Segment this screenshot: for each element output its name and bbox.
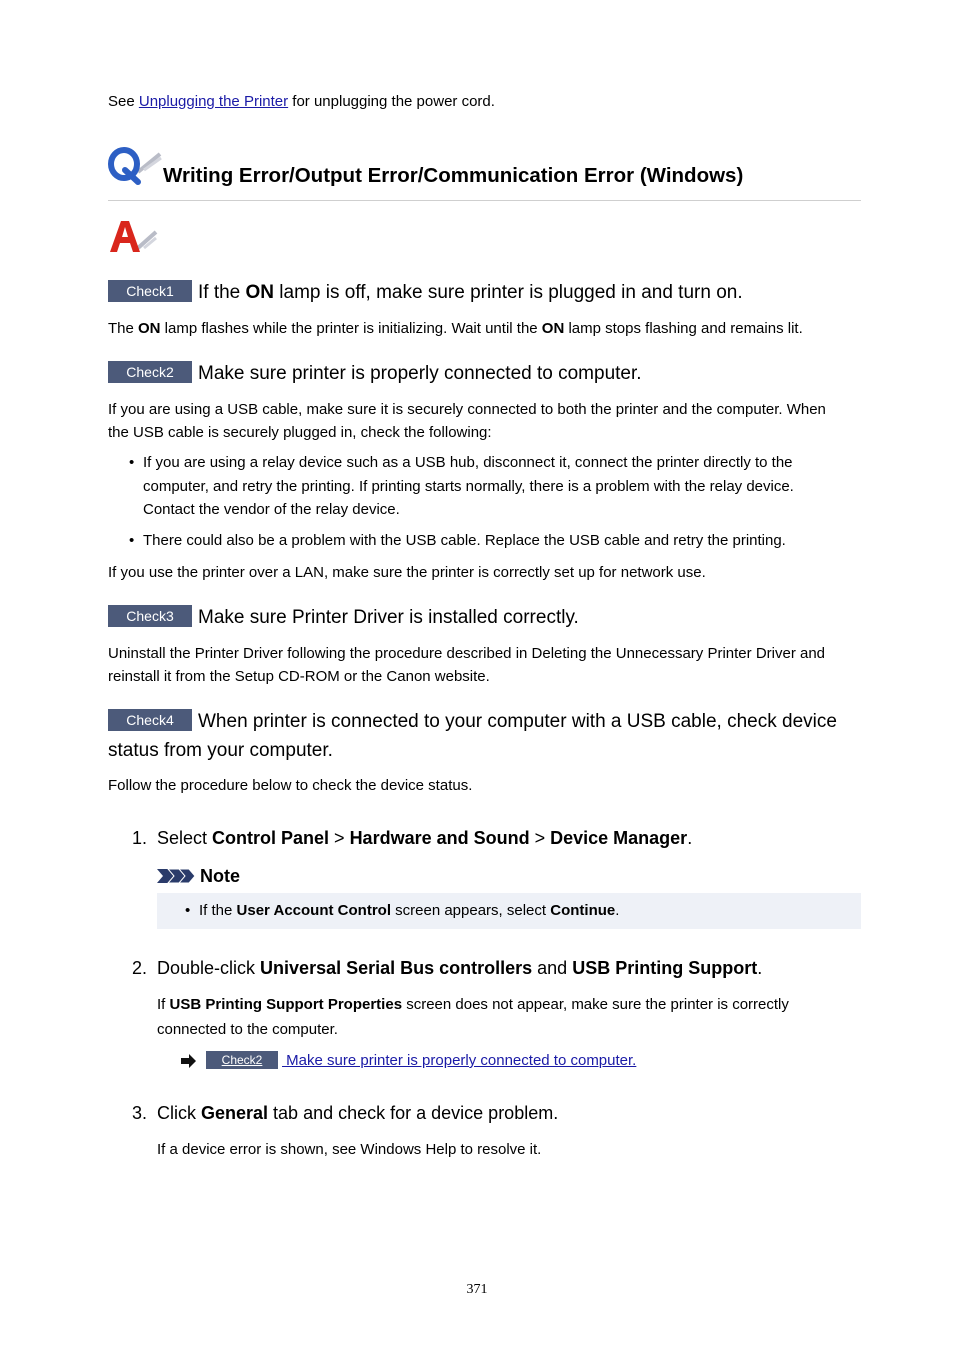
question-title: Writing Error/Output Error/Communication Error (Windows)	[163, 164, 744, 187]
check1-body: The ON lamp flashes while the printer is initializing. Wait until the ON lamp stops flashing and remains lit.	[108, 320, 803, 337]
list-item: • If you are using a relay device such as a USB hub, disconnect it, connect the printer directly to the computer, and retry the printing. If printing starts normally, there is a problem with the relay device. Contact the vendor of the relay device.	[109, 451, 849, 522]
check1-badge: Check1	[108, 280, 192, 302]
check3-heading: Check3 Make sure Printer Driver is installed correctly.	[108, 603, 579, 632]
a-icon	[108, 218, 158, 256]
check4-badge: Check4	[108, 709, 192, 731]
section-divider	[108, 200, 861, 201]
step2-number: 2.	[132, 958, 148, 978]
check2-bullet-list	[109, 451, 849, 552]
check4-body: Follow the procedure below to check the device status.	[108, 777, 473, 794]
check3-body: Uninstall the Printer Driver following the procedure described in Deleting the Unnecessary Printer Driver and reinstall it from the Setup CD-ROM or the Canon website.	[108, 645, 826, 685]
step2-body: If USB Printing Support Properties screen does not appear, make sure the printer is correctly connected to the computer.	[157, 996, 789, 1038]
check2-para1: If you are using a USB cable, make sure it is securely connected to both the printer and the computer. When the USB cable is securely plugged in, check the following:	[108, 401, 826, 441]
step3-text: Click General tab and check for a device problem.	[157, 1103, 559, 1123]
note-item: • If the User Account Control screen appears, select Continue.	[157, 893, 861, 928]
step2-text: Double-click Universal Serial Bus controllers and USB Printing Support.	[157, 958, 763, 978]
step3-number: 3.	[132, 1103, 148, 1123]
note-box	[157, 893, 861, 929]
check2-para2: If you use the printer over a LAN, make sure the printer is correctly set up for network use.	[108, 564, 706, 581]
list-item: • There could also be a problem with the USB cable. Replace the USB cable and retry the printing.	[109, 529, 849, 553]
step1-number: 1.	[132, 828, 148, 848]
note-title: Note	[200, 866, 240, 886]
check2-badge: Check2	[108, 361, 192, 383]
step1-text: Select Control Panel > Hardware and Sound > Device Manager.	[157, 828, 693, 848]
step3-body: If a device error is shown, see Windows Help to resolve it.	[157, 1141, 542, 1158]
q-icon	[108, 146, 162, 186]
unplugging-printer-link[interactable]: Unplugging the Printer	[138, 93, 289, 110]
check2-reference-link-text[interactable]: Make sure printer is properly connected to computer.	[282, 1052, 637, 1069]
check2-mini-badge[interactable]: Check2	[206, 1051, 278, 1069]
check1-heading: Check1 If the ON lamp is off, make sure printer is plugged in and turn on.	[108, 278, 743, 307]
note-arrows-icon	[157, 867, 197, 885]
check3-badge: Check3	[108, 605, 192, 627]
intro-text: See Unplugging the Printer for unplugging the power cord.	[108, 93, 495, 110]
check4-heading: Check4 When printer is connected to your computer with a USB cable, check device status from your computer.	[108, 711, 837, 761]
check2-reference-link[interactable]	[206, 1049, 636, 1072]
arrow-right-icon	[181, 1054, 197, 1068]
page-number: 371	[466, 1282, 488, 1297]
check2-heading: Check2 Make sure printer is properly connected to computer.	[108, 359, 642, 388]
